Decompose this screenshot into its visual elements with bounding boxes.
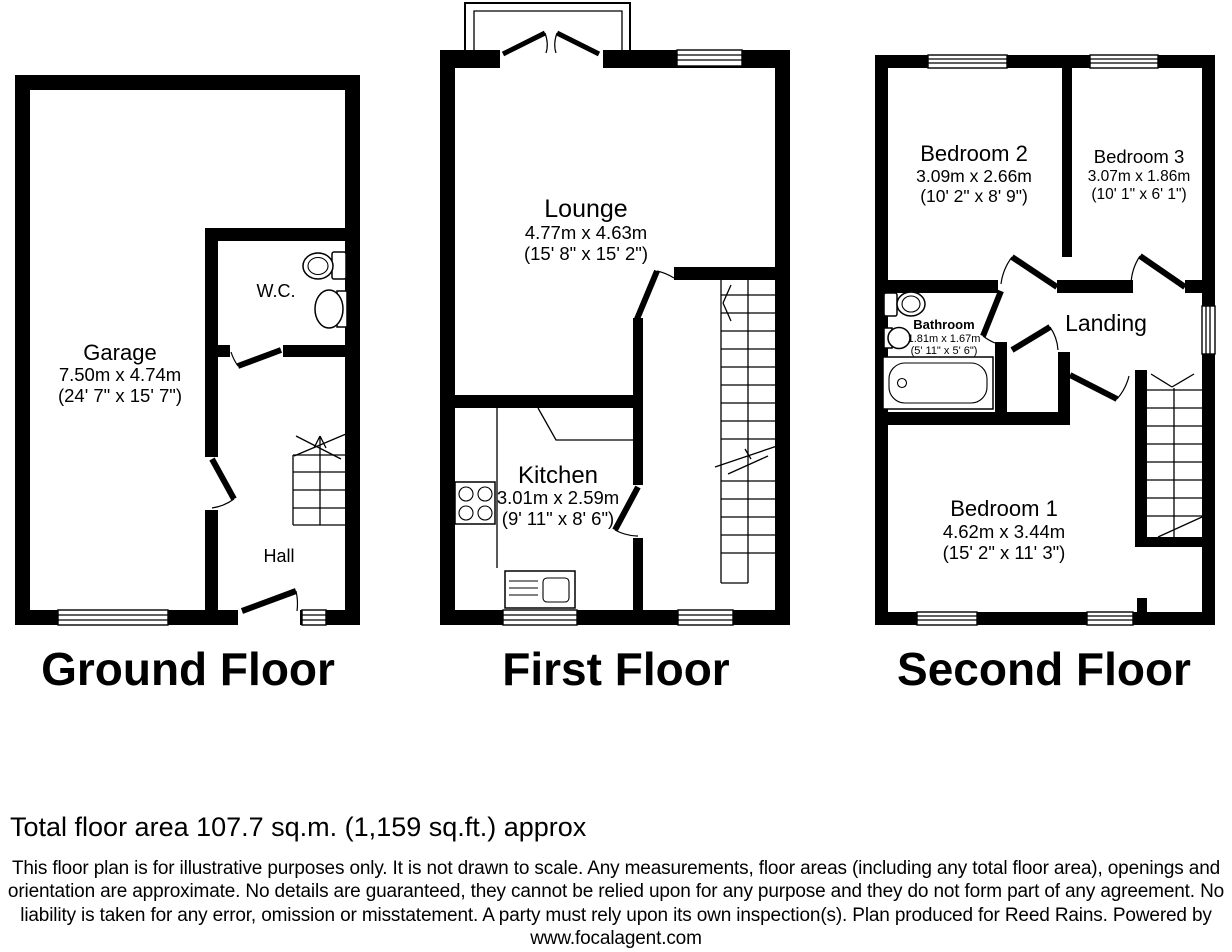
hall-bottom-window bbox=[678, 610, 733, 625]
second-room-labels bbox=[908, 141, 1191, 563]
bedroom1-window-right bbox=[1087, 612, 1133, 625]
bedroom2-window bbox=[928, 55, 1007, 68]
kitchen-dims-imperial: (9' 11" x 8' 6") bbox=[501, 508, 615, 529]
bedroom3-window bbox=[1090, 55, 1158, 68]
garage-window bbox=[58, 610, 168, 625]
kitchen-dims-metric: 3.01m x 2.59m bbox=[496, 487, 620, 508]
kitchen-bottom-window bbox=[503, 610, 577, 625]
ground-room-labels bbox=[58, 281, 296, 566]
bedroom3-dims-metric: 3.07m x 1.86m bbox=[1087, 168, 1191, 185]
disclaimer-text: This floor plan is for illustrative purposes only. It is not drawn to scale. Any measurements, floor areas (including any total floor area), openings and orientation are approximate. No details are guaranteed, they cannot be relied upon for any purpose and they do not form part of any agreement. No liability is taken for any error, omission or misstatement. A party must rely upon its own inspection(s). Plan produced for Reed Rains. Powered by www.focalagent.com bbox=[7, 858, 1225, 950]
bedroom1-window-left bbox=[917, 612, 977, 625]
lounge-top-window bbox=[677, 50, 742, 66]
bathroom-room-label: Bathroom bbox=[913, 317, 975, 332]
first-room-labels bbox=[497, 195, 648, 529]
second-floor-plan bbox=[875, 55, 1215, 625]
garage-hall-door bbox=[212, 459, 234, 508]
wc-room-label: W.C. bbox=[256, 281, 296, 301]
ground-floor-walls bbox=[15, 75, 360, 625]
lounge-door bbox=[637, 271, 674, 319]
bedroom1-room-label: Bedroom 1 bbox=[950, 496, 1058, 521]
bedroom1-dims-metric: 4.62m x 3.44m bbox=[942, 521, 1066, 542]
second-floor-stairs bbox=[1147, 374, 1202, 537]
ground-floor-title: Ground Floor bbox=[41, 643, 335, 695]
bedroom3-dims-imperial: (10' 1" x 6' 1") bbox=[1091, 186, 1187, 203]
second-floor-title: Second Floor bbox=[897, 643, 1191, 695]
total-floor-area-text: Total floor area 107.7 sq.m. (1,159 sq.ft.) approx bbox=[10, 812, 587, 842]
bedroom3-door bbox=[1131, 256, 1185, 287]
first-floor-stairs bbox=[715, 280, 780, 583]
bathroom-dims-imperial: (5' 11" x 5' 6") bbox=[910, 345, 978, 357]
wc-sink-icon bbox=[315, 290, 347, 328]
hob-icon bbox=[455, 482, 495, 524]
bedroom1-door bbox=[1070, 375, 1129, 399]
hall-side-window bbox=[302, 610, 326, 625]
hall-room-label: Hall bbox=[263, 546, 295, 566]
bedroom2-dims-imperial: (10' 2" x 8' 9") bbox=[920, 186, 1028, 206]
first-floor-walls bbox=[440, 50, 790, 625]
bedroom1-dims-imperial: (15' 2" x 11' 3") bbox=[942, 542, 1066, 563]
bathtub-icon bbox=[883, 357, 993, 409]
floor-titles bbox=[41, 643, 1191, 695]
bedroom3-room-label: Bedroom 3 bbox=[1093, 146, 1185, 167]
first-floor-plan bbox=[440, 3, 790, 625]
wc-toilet-icon bbox=[303, 252, 346, 279]
lounge-room-label: Lounge bbox=[544, 195, 628, 223]
bedroom2-dims-metric: 3.09m x 2.66m bbox=[916, 166, 1032, 186]
front-door bbox=[238, 591, 300, 627]
wc-door bbox=[231, 350, 281, 366]
lounge-dims-imperial: (15' 8" x 15' 2") bbox=[523, 243, 649, 264]
landing-room-label: Landing bbox=[1065, 310, 1147, 336]
lounge-dims-metric: 4.77m x 4.63m bbox=[524, 222, 648, 243]
bathroom-door bbox=[983, 291, 1001, 343]
bedroom2-door bbox=[1001, 257, 1057, 287]
bathroom-toilet-icon bbox=[884, 292, 925, 316]
landing-window bbox=[1202, 306, 1215, 354]
first-floor-title: First Floor bbox=[502, 643, 730, 695]
garage-dims-metric: 7.50m x 4.74m bbox=[58, 364, 182, 385]
bedroom2-room-label: Bedroom 2 bbox=[920, 141, 1028, 166]
garage-dims-imperial: (24' 7" x 15' 7") bbox=[57, 385, 183, 406]
cupboard-door bbox=[1012, 327, 1058, 350]
ground-floor-plan bbox=[15, 75, 360, 627]
garage-room-label: Garage bbox=[83, 340, 157, 365]
kitchen-room-label: Kitchen bbox=[517, 462, 599, 489]
ground-stairs bbox=[293, 434, 346, 525]
bathroom-dims-metric: 1.81m x 1.67m bbox=[907, 333, 981, 345]
bathroom-sink-icon bbox=[884, 328, 910, 349]
kitchen-sink-icon bbox=[505, 571, 575, 608]
